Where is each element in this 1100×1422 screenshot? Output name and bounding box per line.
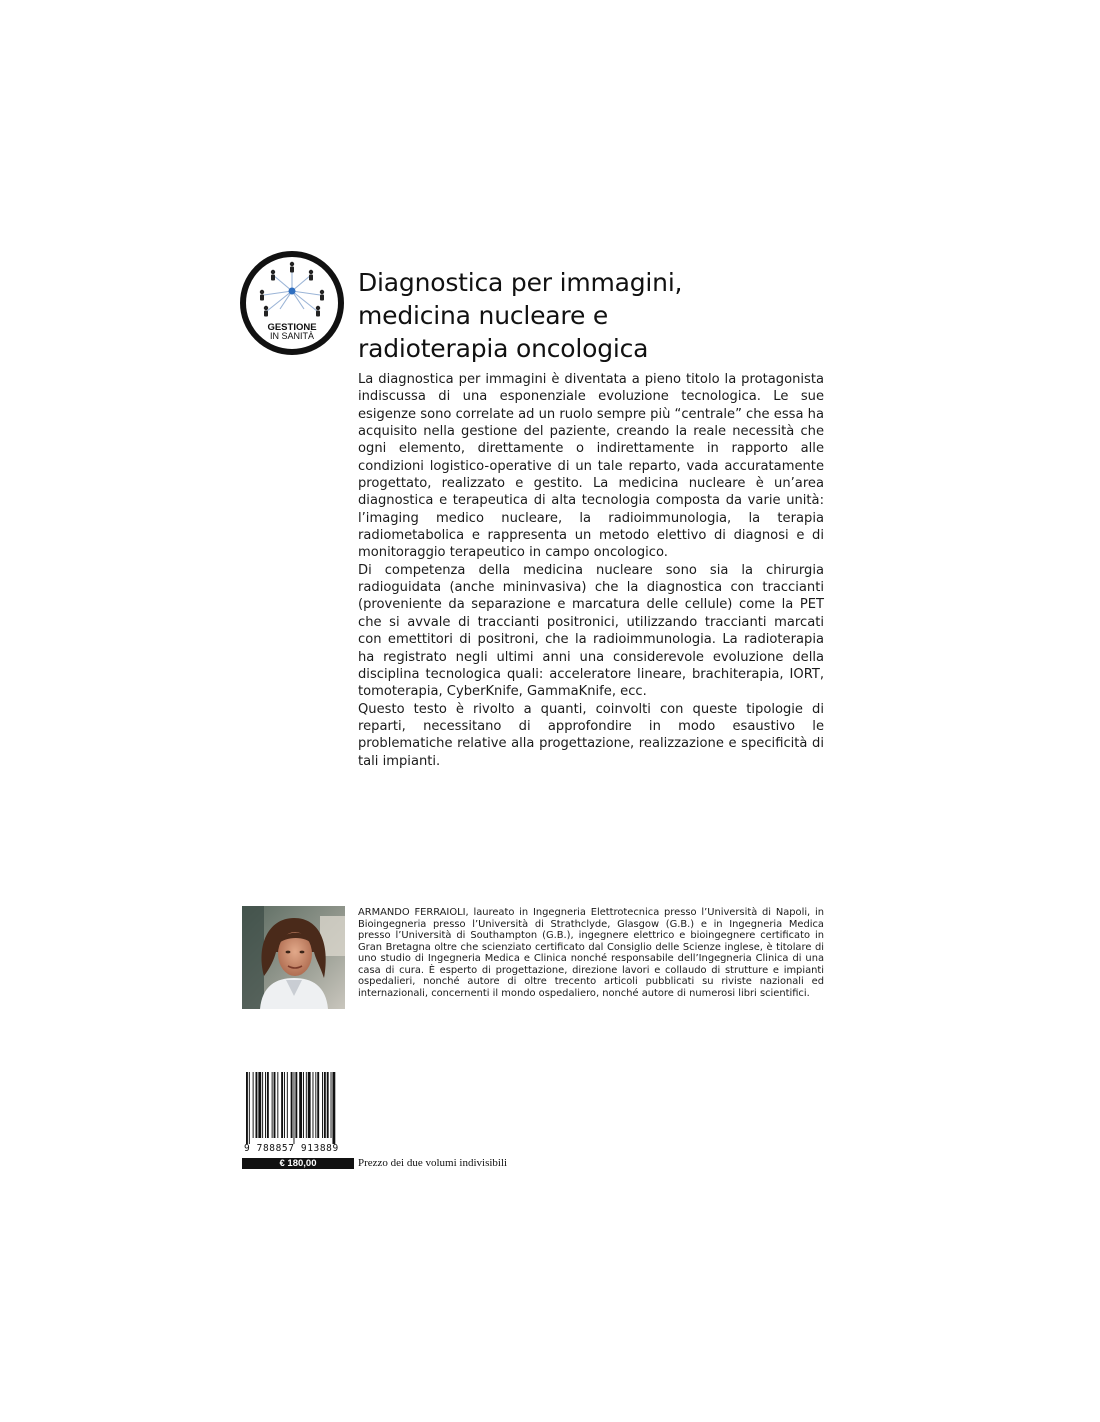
title-line: medicina nucleare e — [358, 301, 609, 330]
barcode-bars — [242, 1072, 353, 1144]
series-logo — [240, 251, 344, 355]
logo-line1: GESTIONE — [267, 322, 317, 333]
price-tag: € 180,00 — [242, 1158, 354, 1169]
author-bio: ARMANDO FERRAIOLI, laureato in Ingegneria Elettrotecnica presso l’Università di Napoli, in Bioingegneria presso l’Università di Strathclyde, Glasgow (G.B.) e in Ingegneria Medica presso l’Università di Southampton (G.B.), ingegnere elettrico e bioingegnere certificato in Gran Bretagna oltre che scienziato certificato dal Consiglio delle Scienze inglese, è titolare di uno studio di Ingegneria Medica e Clinica nonché responsabile dell’Ingegneria Clinica di una casa di cura. È esperto di progettazione, direzione lavori e collaudo di strutture e impianti ospedalieri, nonché autore di oltre trecento articoli pubblicati su riviste nazionali ed internazionali, concernenti il mondo ospedaliero, nonché autore di numerosi libri scientifici. — [358, 907, 824, 999]
description-paragraph: Questo testo è rivolto a quanti, coinvolti con queste tipologie di reparti, necessitano di approfondire in modo esaustivo le problematiche relative alla progettazione, realizzazione e specificità di tali impianti. — [358, 701, 824, 769]
book-title — [358, 266, 878, 365]
title-line: Diagnostica per immagini, — [358, 268, 683, 297]
title-line: radioterapia oncologica — [358, 334, 649, 363]
description-paragraph: La diagnostica per immagini è diventata a pieno titolo la protagonista indiscussa di una esponenziale evoluzione tecnologica. Le sue esigenze sono correlate ad un ruolo sempre più “centrale” che essa ha acquisito nella gestione del paziente, creando la reale necessità che ogni elemento, direttamente o indirettamente in rapporto alle condizioni logistico-operative di un tale reparto, vada accuratamente progettato, realizzato e gestito. La medicina nucleare è un’area diagnostica e terapeutica di alta tecnologia composta da varie unità: l’imaging medico nucleare, la radioimmunologia, la terapia radiometabolica e rappresenta un metodo elettivo di diagnosi e di monitoraggio terapeutico in campo oncologico. — [358, 372, 824, 561]
book-description — [358, 371, 824, 770]
author-photo — [242, 906, 345, 1009]
price-note: Prezzo dei due volumi indivisibili — [358, 1157, 508, 1169]
description-paragraph: Di competenza della medicina nucleare sono sia la chirurgia radioguidata (anche mininvasiva) che la diagnostica con traccianti (proveniente da separazione e marcatura delle cellule) come la PET che si avvale di traccianti positronici, utilizzando traccianti marcati con emettitori di positroni, che la radioimmunologia. La radioterapia ha registrato negli ultimi anni una considerevole evoluzione della disciplina tecnologica quali: acceleratore lineare, brachiterapia, IORT, tomoterapia, CyberKnife, GammaKnife, ecc. — [358, 562, 824, 700]
isbn-digits: 9 788857 913889 — [244, 1143, 339, 1154]
logo-line2: IN SANITÀ — [269, 331, 315, 341]
